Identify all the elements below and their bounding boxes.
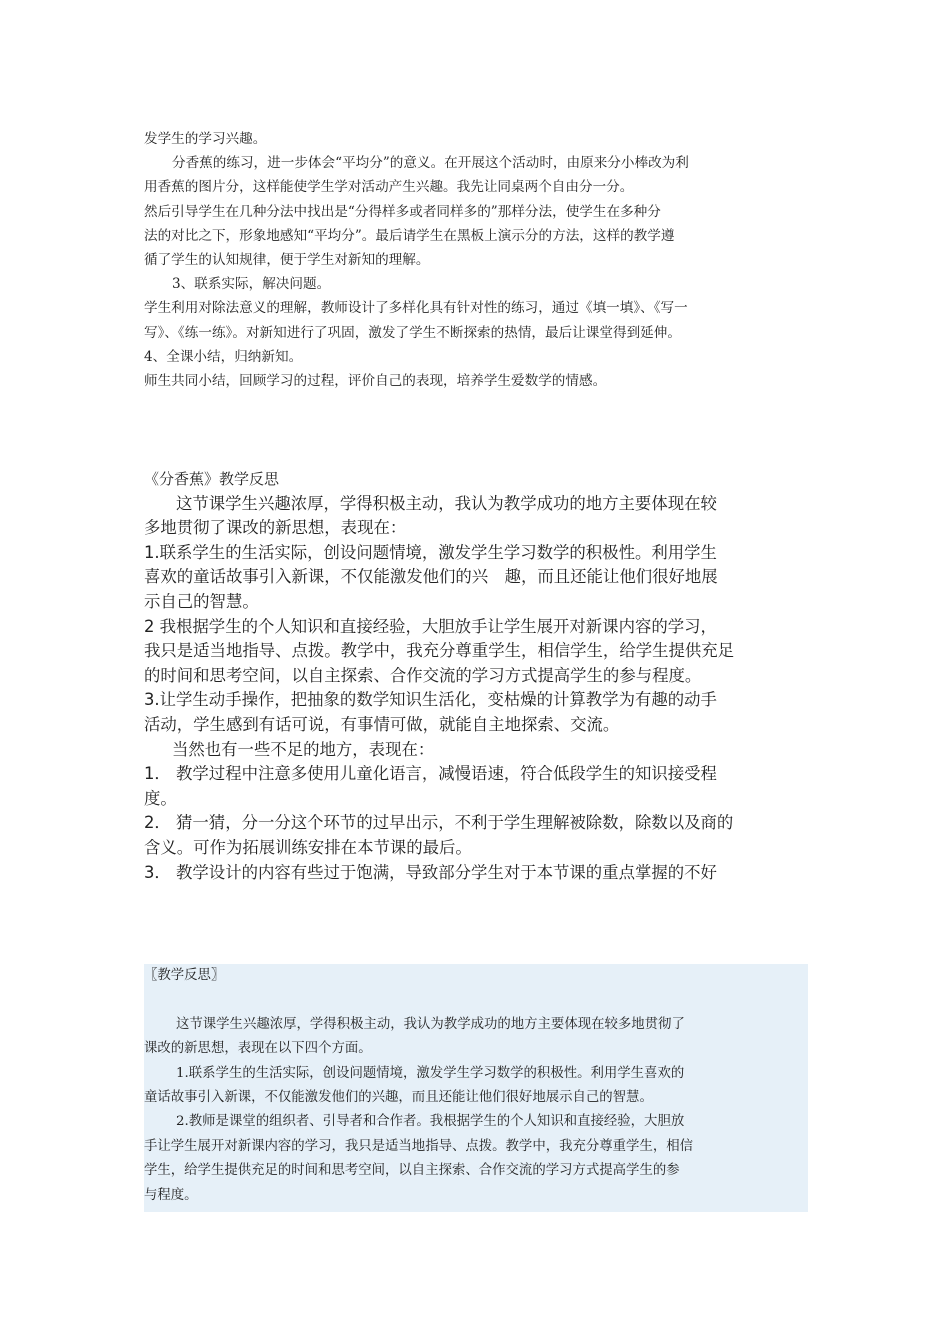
paragraph-line: 法的对比之下，形象地感知“平均分”。最后请学生在黑板上演示分的方法，这样的教学遵 [144, 227, 675, 244]
paragraph-line: 与程度。 [144, 1187, 198, 1203]
paragraph-line: 1.联系学生的生活实际，创设问题情境，激发学生学习数学的积极性。利用学生喜欢的 [176, 1065, 685, 1081]
paragraph-line: 2.教师是课堂的组织者、引导者和合作者。我根据学生的个人知识和直接经验，大胆放 [176, 1114, 685, 1130]
paragraph-line: 手让学生展开对新课内容的学习，我只是适当地指导、点拨。教学中，我充分尊重学生，相信 [144, 1138, 694, 1154]
list-item-line: 2． 猜一猜，分一分这个环节的过早出示，不利于学生理解被除数，除数以及商的 [144, 813, 734, 833]
paragraph-line: 当然也有一些不足的地方，表现在： [172, 739, 435, 759]
paragraph-line: 课改的新思想，表现在以下四个方面。 [144, 1041, 372, 1057]
paragraph-line: 发学生的学习兴趣。 [144, 131, 267, 147]
list-item-line: 1． 教学过程中注意多使用儿童化语言，减慢语速，符合低段学生的知识接受程 [144, 764, 717, 784]
lesson-process-section [144, 127, 808, 393]
paragraph-line: 童话故事引入新课，不仅能激发他们的兴趣，而且还能让他们很好地展示自己的智慧。 [144, 1089, 653, 1105]
section-title: 《分香蕉》教学反思 [144, 470, 280, 488]
paragraph-line: 我只是适当地指导、点拨。教学中，我充分尊重学生，相信学生，给学生提供充足 [144, 641, 735, 661]
list-item-line: 含义。可作为拓展训练安排在本节课的最后。 [144, 837, 472, 857]
paragraph-line: 师生共同小结，回顾学习的过程，评价自己的表现，培养学生爱数学的情感。 [144, 372, 607, 389]
step-heading: 3、联系实际，解决问题。 [172, 276, 331, 293]
paragraph-line: 学生利用对除法意义的理解，教师设计了多样化具有针对性的练习，通过《填一填》、《写一 [144, 300, 688, 317]
step-heading: 4、全课小结，归纳新知。 [144, 348, 303, 365]
spacer [144, 988, 808, 1012]
paragraph-line: 写》、《练一练》。对新知进行了巩固，激发了学生不断探索的热情，最后让课堂得到延伸。 [144, 324, 681, 341]
list-item-line: 3． 教学设计的内容有些过于饱满，导致部分学生对于本节课的重点掌握的不好 [144, 862, 717, 882]
paragraph-line: 1.联系学生的生活实际，创设问题情境，激发学生学习数学的积极性。利用学生 [144, 542, 717, 562]
paragraph-line: 喜欢的童话故事引入新课，不仅能激发他们的兴 趣，而且还能让他们很好地展 [144, 567, 718, 587]
paragraph-line: 这节课学生兴趣浓厚，学得积极主动，我认为教学成功的地方主要体现在较 [176, 493, 717, 513]
paragraph-line: 3.让学生动手操作，把抽象的数学知识生活化，变枯燥的计算教学为有趣的动手 [144, 690, 717, 710]
paragraph-line: 2 我根据学生的个人知识和直接经验，大胆放手让学生展开对新课内容的学习， [144, 616, 717, 636]
paragraph-line: 分香蕉的练习，进一步体会“平均分”的意义。在开展这个活动时，由原来分小棒改为利 [172, 155, 689, 172]
paragraph-line: 用香蕉的图片分，这样能使学生学对活动产生兴趣。我先让同桌两个自由分一分。 [144, 179, 634, 196]
paragraph-line: 然后引导学生在几种分法中找出是“分得样多或者同样多的”那样分法，使学生在多种分 [144, 203, 661, 220]
paragraph-line: 循了学生的认知规律，便于学生对新知的理解。 [144, 251, 430, 268]
list-item-line: 度。 [144, 788, 177, 808]
box-heading: 〖教学反思〗 [144, 968, 225, 983]
paragraph-line: 活动，学生感到有话可说，有事情可做，就能自主地探索、交流。 [144, 714, 620, 734]
teaching-reflection-section [144, 467, 808, 885]
paragraph-line: 多地贯彻了课改的新思想，表现在： [144, 518, 407, 538]
paragraph-line: 这节课学生兴趣浓厚，学得积极主动，我认为教学成功的地方主要体现在较多地贯彻了 [176, 1016, 685, 1032]
paragraph-line: 的时间和思考空间，以自主探索、合作交流的学习方式提高学生的参与程度。 [144, 665, 702, 685]
reflection-shaded-box [144, 964, 808, 1212]
paragraph-line: 示自己的智慧。 [144, 591, 259, 611]
paragraph-line: 学生，给学生提供充足的时间和思考空间，以自主探索、合作交流的学习方式提高学生的参 [144, 1163, 680, 1179]
